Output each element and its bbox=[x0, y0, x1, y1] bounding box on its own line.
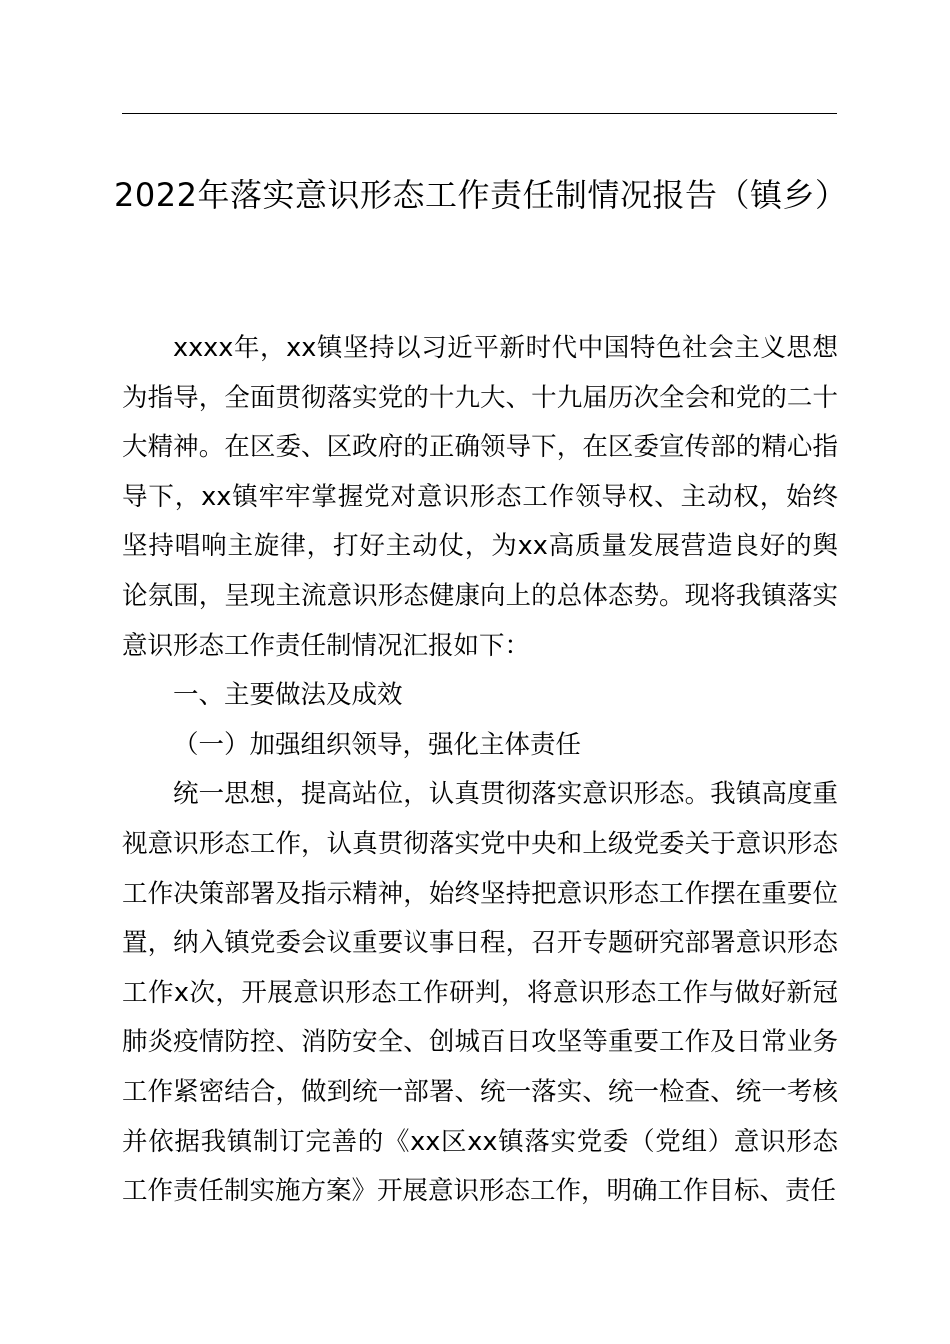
subsection-heading: （一）加强组织领导，强化主体责任 bbox=[173, 729, 582, 760]
document-body bbox=[122, 324, 838, 1217]
document-title: 2022年落实意识形态工作责任制情况报告（镇乡） bbox=[114, 176, 848, 214]
body-paragraph: 统一思想，提高站位，认真贯彻落实意识形态。我镇高度重视意识形态工作，认真贯彻落实党中央和上级党委关于意识形态工作决策部署及指示精神，始终坚持把意识形态工作摆在重要位置，纳入镇党委会议重要议事日程，召开专题研究部署意识形态工作x次，开展意识形态工作研判，将意识形态工作与做好新冠肺炎疫情防控、消防安全、创城百日攻坚等重要工作及日常业务工作紧密结合，做到统一部署、统一落实、统一检查、统一考核并依据我镇制订完善的《xx区xx镇落实党委（党组）意识形态工作责任制实施方案》开展意识形态工作，明确工作目标、责任 bbox=[122, 779, 838, 1207]
intro-paragraph: xxxx年，xx镇坚持以习近平新时代中国特色社会主义思想为指导，全面贯彻落实党的十九大、十九届历次全会和党的二十大精神。在区委、区政府的正确领导下，在区委宣传部的精心指导下，xx镇牢牢掌握党对意识形态工作领导权、主动权，始终坚持唱响主旋律，打好主动仗，为xx高质量发展营造良好的舆论氛围，呈现主流意识形态健康向上的总体态势。现将我镇落实意识形态工作责任制情况汇报如下： bbox=[122, 333, 838, 661]
header-rule bbox=[122, 113, 837, 114]
section-heading: 一、主要做法及成效 bbox=[173, 680, 403, 711]
